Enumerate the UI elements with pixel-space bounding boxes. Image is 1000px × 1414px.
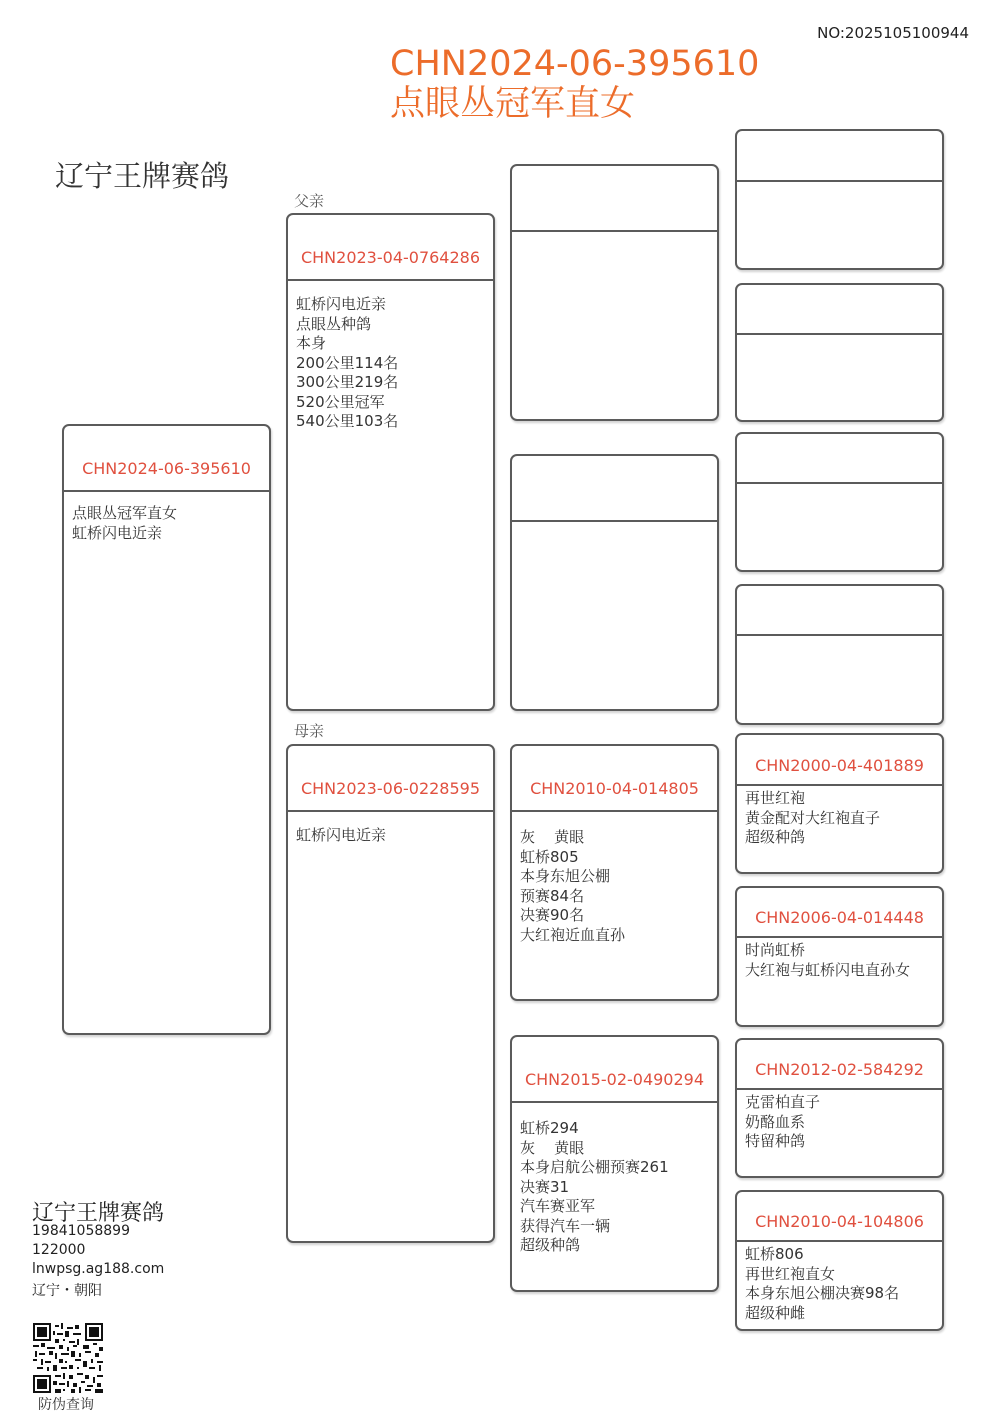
dam-dam-card bbox=[510, 1035, 719, 1292]
dam-sire-notes: 灰 黄眼 虹桥805 本身东旭公棚 预赛84名 决赛90名 大红袍近血直孙 bbox=[520, 828, 626, 944]
sire-label: 父亲 bbox=[294, 192, 325, 210]
sire-dam-ring-header bbox=[512, 456, 717, 522]
qr-verify-label: 防伪查询 bbox=[38, 1397, 94, 1413]
dam-dam-ring-header bbox=[512, 1037, 717, 1103]
bird-card bbox=[62, 424, 271, 1035]
dam-sire-card bbox=[510, 744, 719, 1001]
bird-notes: 点眼丛冠军直女 虹桥闪电近亲 bbox=[72, 504, 178, 542]
footer-website[interactable]: lnwpsg.ag188.com bbox=[32, 1261, 165, 1277]
great-grandparent-ring-header bbox=[737, 735, 942, 786]
sire-ring-header bbox=[288, 215, 493, 281]
great-grandparent-ring-header bbox=[737, 888, 942, 938]
qr-code-icon[interactable] bbox=[33, 1323, 103, 1393]
great-grandparent-ring-header bbox=[737, 1192, 942, 1242]
sire-sire-ring-header bbox=[512, 166, 717, 232]
great-grandparent-card bbox=[735, 733, 944, 874]
great-grandparent-card bbox=[735, 886, 944, 1027]
great-grandparent-ring-number: CHN2006-04-014448 bbox=[755, 908, 924, 927]
bird-ring-header bbox=[64, 426, 269, 492]
bird-ring-number: CHN2024-06-395610 bbox=[82, 459, 251, 478]
sire-sire-card bbox=[510, 164, 719, 421]
great-grandparent-card bbox=[735, 1038, 944, 1178]
great-grandparent-card bbox=[735, 432, 944, 572]
great-grandparent-ring-header bbox=[737, 586, 942, 636]
dam-sire-ring-number: CHN2010-04-014805 bbox=[530, 779, 699, 798]
great-grandparent-ring-number: CHN2012-02-584292 bbox=[755, 1060, 924, 1079]
dam-ring-number: CHN2023-06-0228595 bbox=[300, 779, 481, 798]
page-title-ring: CHN2024-06-395610 bbox=[390, 44, 760, 84]
great-grandparent-notes: 再世红袍 黄金配对大红袍直子 超级种鸽 bbox=[745, 789, 881, 846]
sire-dam-card bbox=[510, 454, 719, 711]
great-grandparent-notes: 虹桥806 再世红袍直女 本身东旭公棚决赛98名 超级种雌 bbox=[745, 1245, 900, 1322]
dam-label: 母亲 bbox=[294, 722, 325, 740]
great-grandparent-ring-header bbox=[737, 131, 942, 182]
great-grandparent-card bbox=[735, 1190, 944, 1331]
sire-notes: 虹桥闪电近亲 点眼丛种鸽 本身 200公里114名 300公里219名 520公里冠军 540公里103名 bbox=[296, 295, 399, 430]
sire-ring-number: CHN2023-04-0764286 bbox=[300, 248, 481, 267]
great-grandparent-card bbox=[735, 283, 944, 422]
footer-location: 辽宁・朝阳 bbox=[32, 1283, 102, 1299]
dam-notes: 虹桥闪电近亲 bbox=[296, 826, 387, 844]
dam-dam-notes: 虹桥294 灰 黄眼 本身启航公棚预赛261 决赛31 汽车赛亚军 获得汽车一辆 超级种鸽 bbox=[520, 1119, 669, 1254]
great-grandparent-notes: 克雷柏直子 奶酪血系 特留种鸽 bbox=[745, 1093, 821, 1150]
great-grandparent-notes: 时尚虹桥 大红袍与虹桥闪电直孙女 bbox=[745, 941, 911, 979]
great-grandparent-ring-header bbox=[737, 434, 942, 484]
great-grandparent-ring-number: CHN2000-04-401889 bbox=[755, 756, 924, 775]
dam-card bbox=[286, 744, 495, 1243]
dam-dam-ring-number: CHN2015-02-0490294 bbox=[524, 1070, 705, 1089]
great-grandparent-ring-header bbox=[737, 285, 942, 335]
great-grandparent-card bbox=[735, 584, 944, 725]
page-title-name: 点眼丛冠军直女 bbox=[390, 84, 636, 124]
footer-brand: 辽宁王牌赛鸽 bbox=[32, 1201, 165, 1226]
dam-ring-header bbox=[288, 746, 493, 812]
brand-name: 辽宁王牌赛鸽 bbox=[55, 159, 230, 193]
great-grandparent-ring-number: CHN2010-04-104806 bbox=[755, 1212, 924, 1231]
great-grandparent-ring-header bbox=[737, 1040, 942, 1090]
footer-phone: 19841058899 bbox=[32, 1223, 130, 1239]
great-grandparent-card bbox=[735, 129, 944, 270]
footer-postcode: 122000 bbox=[32, 1242, 86, 1258]
sire-card bbox=[286, 213, 495, 711]
certificate-number: NO:2025105100944 bbox=[817, 24, 969, 42]
dam-sire-ring-header bbox=[512, 746, 717, 812]
